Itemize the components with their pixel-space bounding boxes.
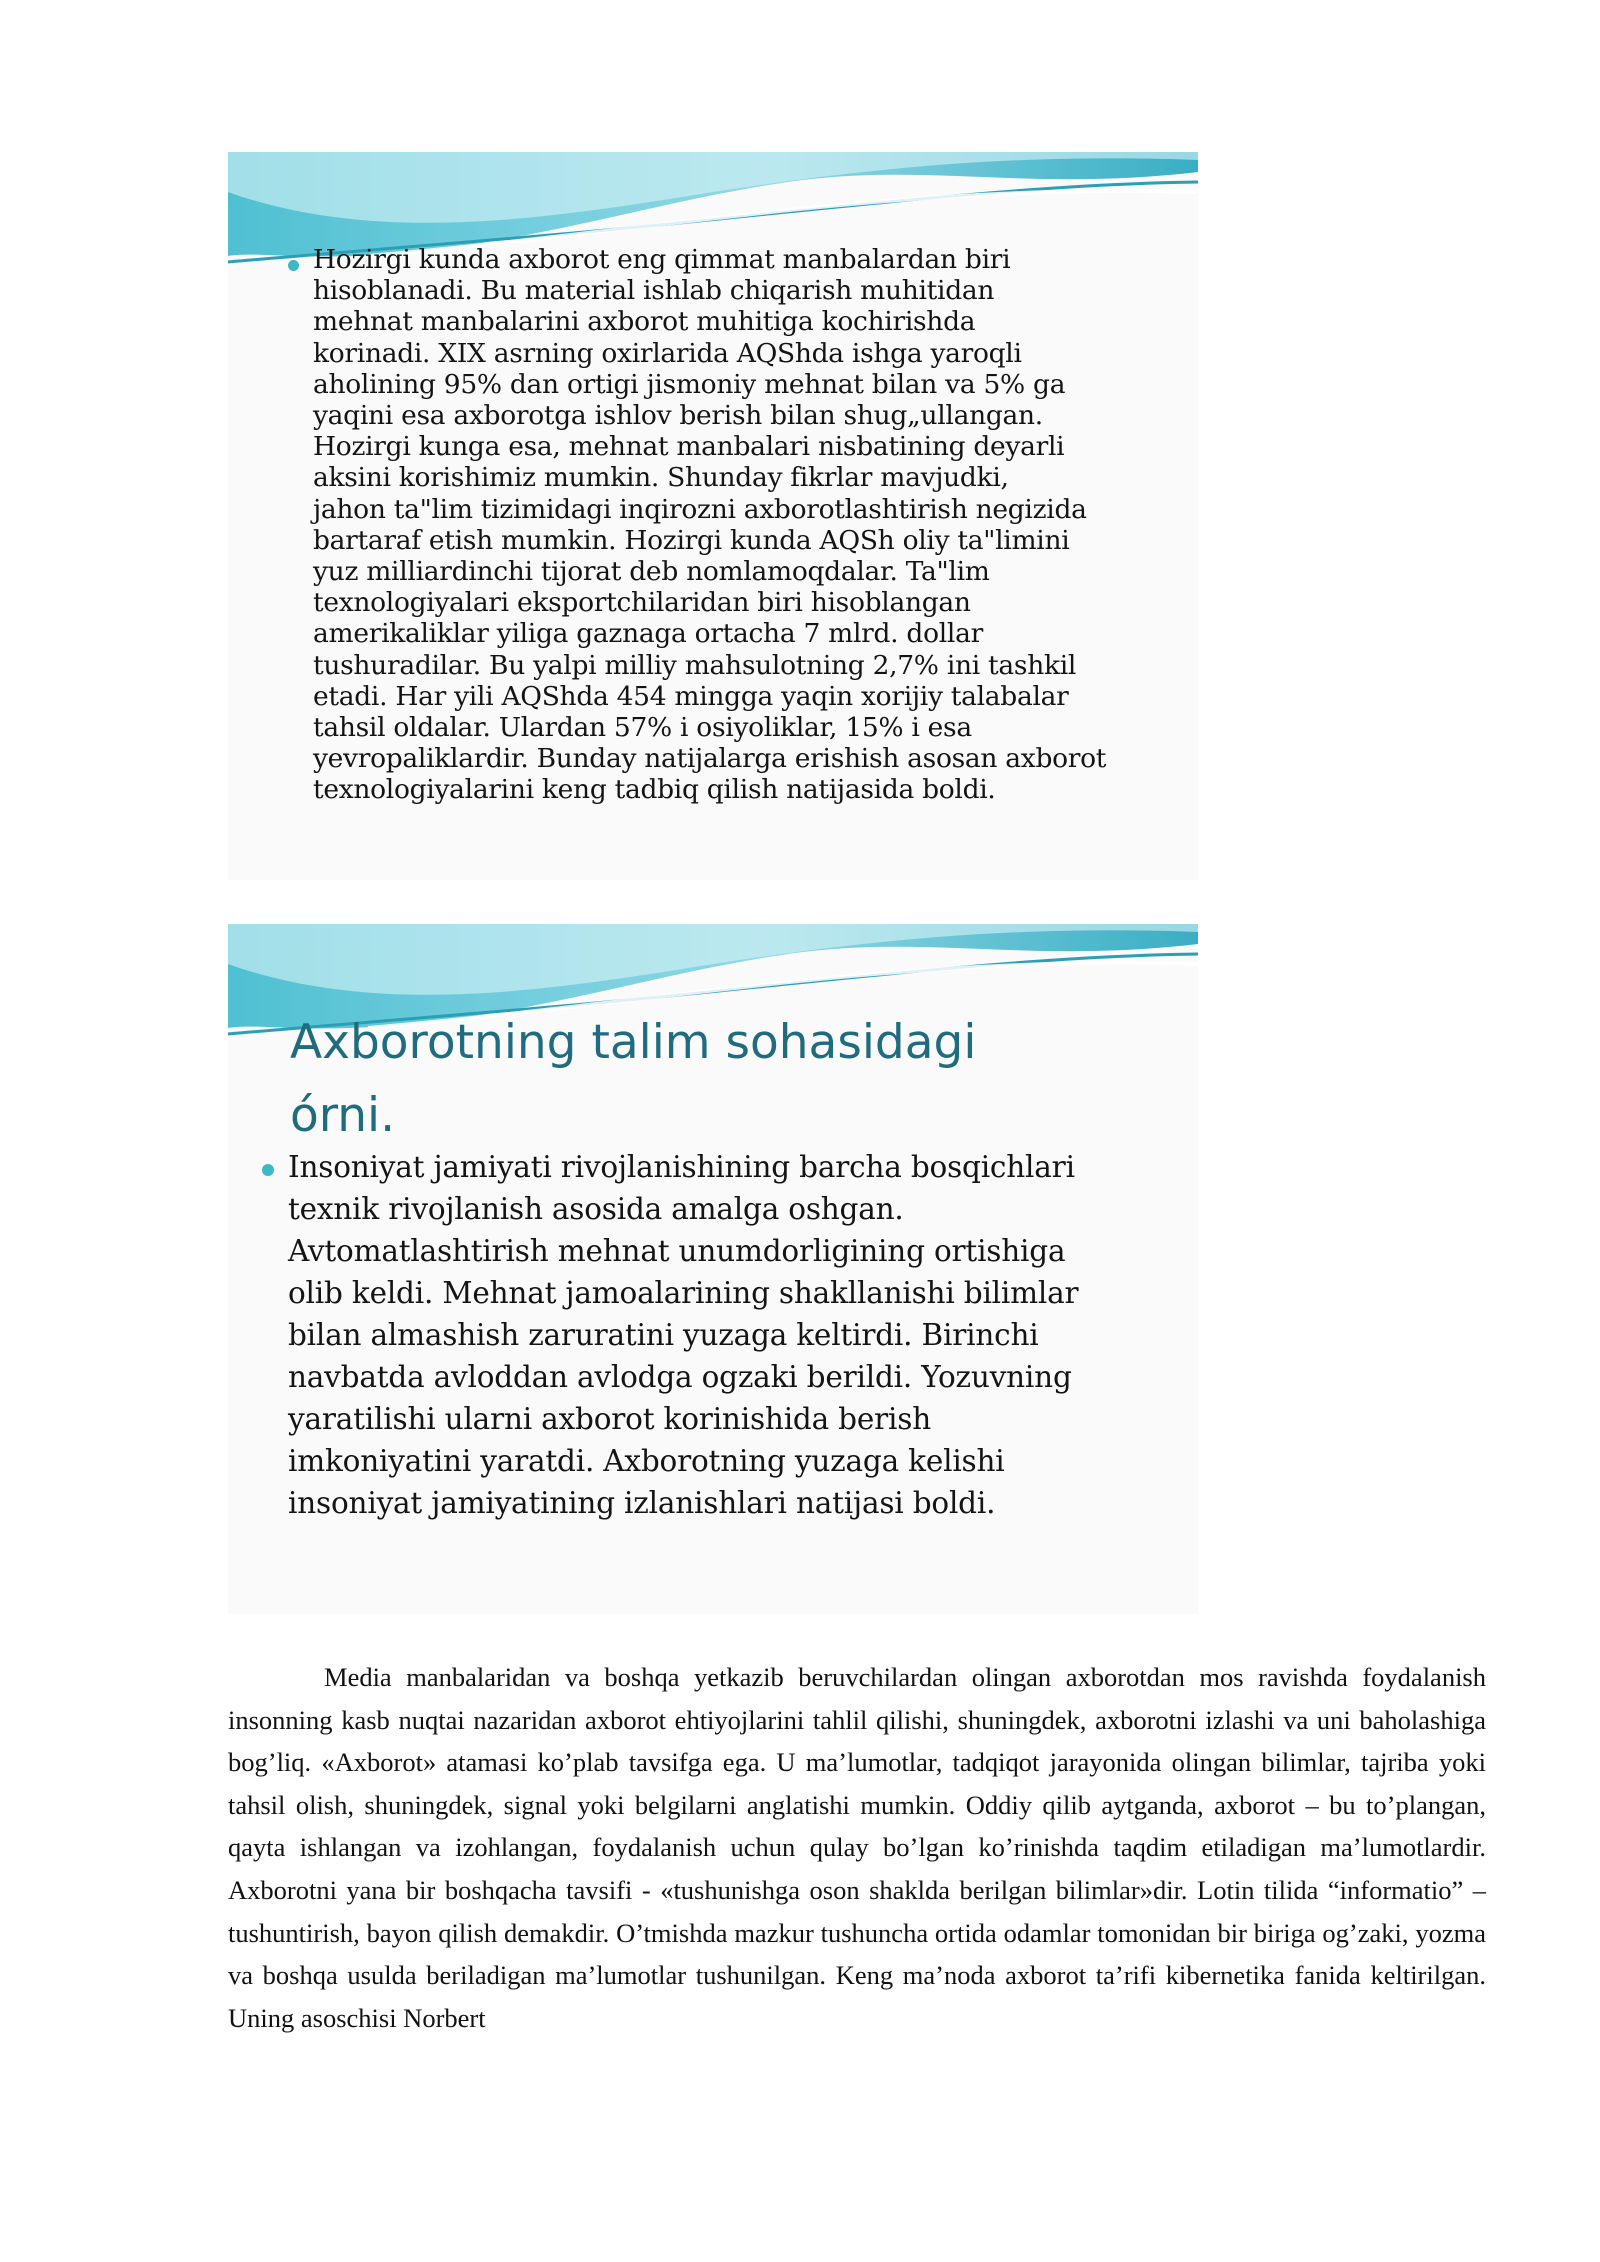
slide1-bullet [288,244,1178,806]
slide1-bullet-text: Hozirgi kunda axborot eng qimmat manbalardan biri hisoblanadi. Bu material ishlab chiqarish muhitidan mehnat manbalarini axborot muhitiga kochirishda korinadi. XIX asrning oxirlarida AQShda ishga yaroqli aholining 95% dan ortigi jismoniy mehnat bilan va 5% ga yaqini esa axborotga ishlov berish bilan shug„ullangan. Hozirgi kunga esa, mehnat manbalari nisbatining deyarli aksini korishimiz mumkin. Shunday fikrlar mavjudki, jahon ta"lim tizimidagi inqirozni axborotlashtirish negizida bartaraf etish mumkin. Hozirgi kunda AQSh oliy ta"limini yuz milliardinchi tijorat deb nomlamoqdalar. Ta"lim texnologiyalari eksportchilaridan biri hisoblangan amerikaliklar yiliga gaznaga ortacha 7 mlrd. dollar tushuradilar. Bu yalpi milliy mahsulotning 2,7% ini tashkil etadi. Har yili AQShda 454 mingga yaqin xorijiy talabalar tahsil oldalar. Ulardan 57% i osiyoliklar, 15% i esa yevropaliklardir. Bunday natijalarga erishish asosan axborot texnologiyalarini keng tadbiq qilish natijasida boldi. [313,244,1107,806]
slide-image-1 [228,152,1198,880]
slide-image-2 [228,924,1198,1614]
bullet-icon [288,260,299,271]
slide2-bullet-text: Insoniyat jamiyati rivojlanishining barcha bosqichlari texnik rivojlanish asosida amalga oshgan. Avtomatlashtirish mehnat unumdorligining ortishiga olib keldi. Mehnat jamoalarining shakllanishi bilimlar bilan almashish zaruratini yuzaga keltirdi. Birinchi navbatda avloddan avlodga ogzaki berildi. Yozuvning yaratilishi ularni axborot korinishida berish imkoniyatini yaratdi. Axborotning yuzaga kelishi insoniyat jamiyatining izlanishlari natijasi boldi. [288,1150,1079,1520]
slide2-title: Axborotning talim sohasidagi órni. [290,1015,977,1143]
bullet-icon [262,1164,274,1176]
body-paragraph: Media manbalaridan va boshqa yetkazib beruvchilardan olingan axborotdan mos ravishda foydalanish insonning kasb nuqtai nazaridan axborot ehtiyojlarini tahlil qilishi, shuningdek, axborotni izlashi va uni baholashiga bog’liq. «Axborot» atamasi ko’plab tavsifga ega. U ma’lumotlar, tadqiqot jarayonida olingan bilimlar, tajriba yoki tahsil olish, shuningdek, signal yoki belgilarni anglatishi mumkin. Oddiy qilib aytganda, axborot – bu to’plangan, qayta ishlangan va izohlangan, foydalanish uchun qulay bo’lgan ko’rinishda taqdim etiladigan ma’lumotlardir. Axborotni yana bir boshqacha tavsifi - «tushunishga oson shaklda berilgan bilimlar»dir. Lotin tilida “informatio” – tushuntirish, bayon qilish demakdir. O’tmishda mazkur tushuncha ortida odamlar tomonidan bir biriga og’zaki, yozma va boshqa usulda beriladigan ma’lumotlar tushunilgan. Keng ma’noda axborot ta’rifi kibernetika fanida keltirilgan. Uning asoschisi Norbert [228,1662,1486,2033]
slide2-bullet [262,1146,1162,1524]
